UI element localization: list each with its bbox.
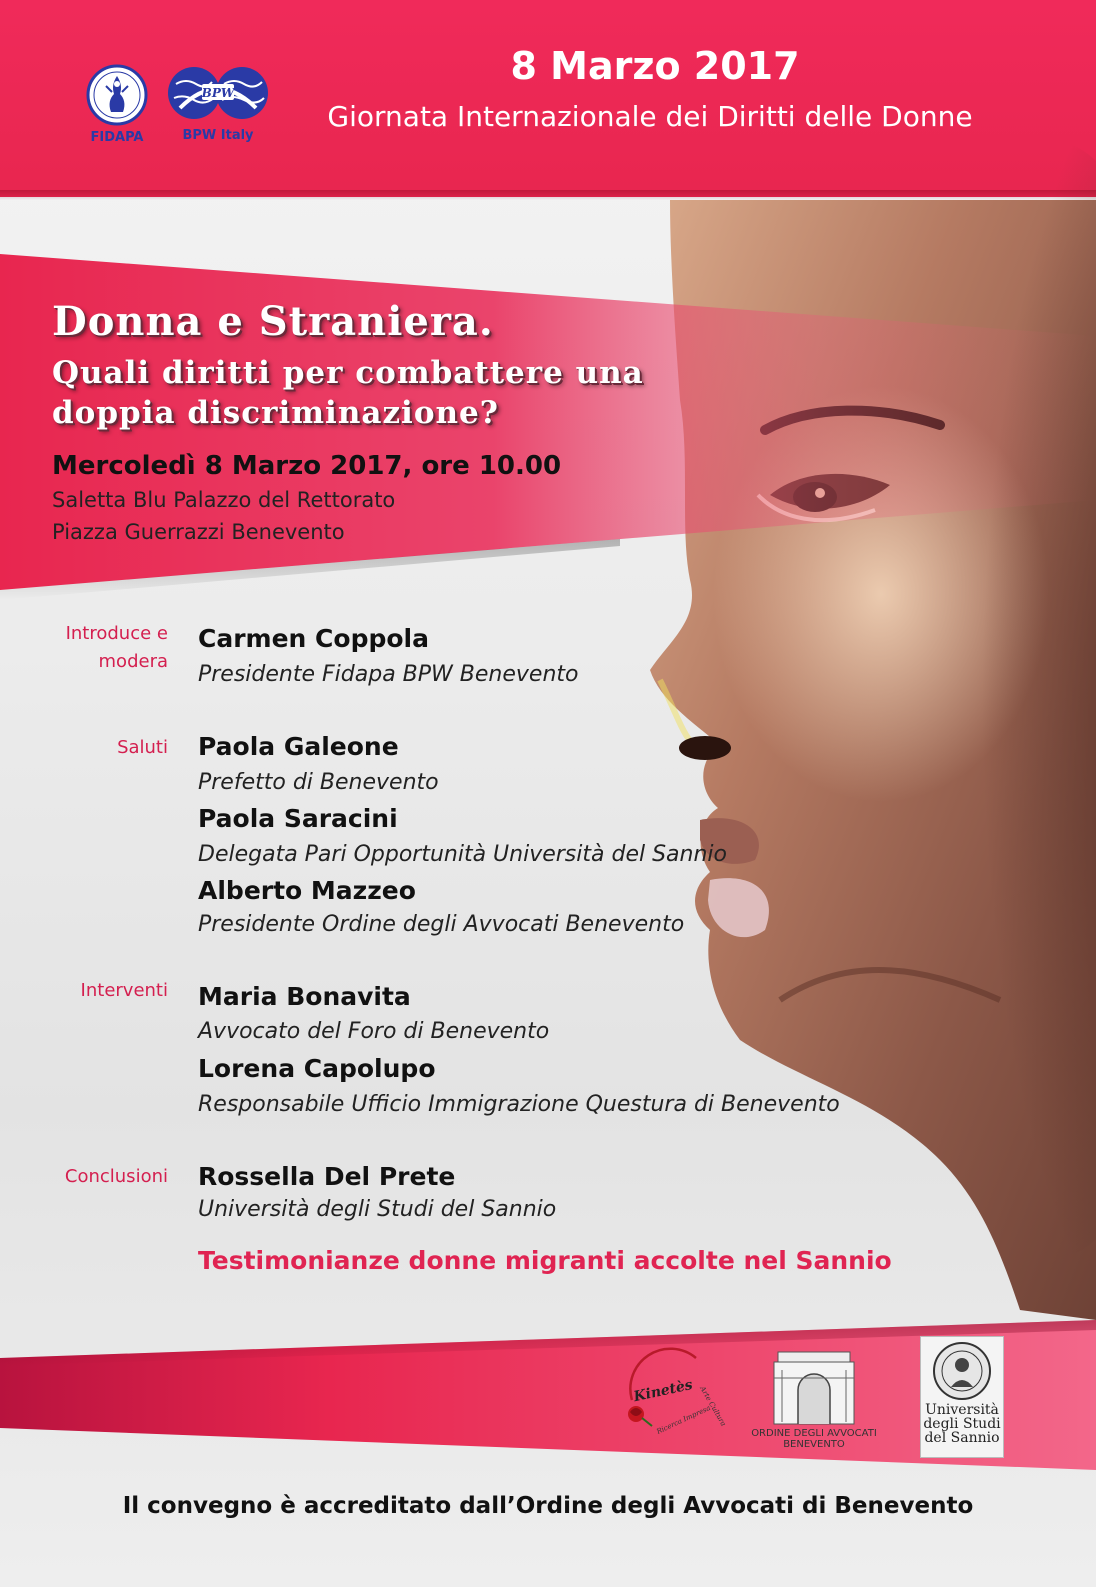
venue-line-2: Piazza Guerrazzi Benevento (52, 520, 345, 544)
speaker-name: Carmen Coppola (198, 624, 429, 653)
ordine-label-line-2: BENEVENTO (783, 1439, 845, 1450)
speaker-role: Presidente Fidapa BPW Benevento (198, 662, 579, 687)
event-subtitle-heading: Giornata Internazionale dei Diritti delle Donne (327, 100, 973, 133)
event-question-line-2: doppia discriminazione? (52, 395, 499, 431)
venue-line-1: Saletta Blu Palazzo del Rettorato (52, 488, 396, 512)
bpw-globe-logo-icon (166, 64, 270, 122)
speaker-role: Presidente Ordine degli Avvocati Benevento (198, 912, 685, 937)
ordine-avvocati-logo (734, 1346, 894, 1450)
speaker-name: Maria Bonavita (198, 982, 411, 1011)
role-label-introduce (0, 620, 168, 676)
bpw-mark: BPW (201, 86, 235, 100)
unisannio-seal-icon (921, 1337, 1003, 1403)
triumphal-arch-logo-icon (734, 1346, 894, 1428)
speaker-role: Delegata Pari Opportunità Università del Sannio (198, 842, 727, 867)
header-shadow (0, 190, 1096, 200)
fidapa-logo-icon (86, 64, 148, 126)
ordine-label-line-1: ORDINE DEGLI AVVOCATI (751, 1428, 877, 1439)
fidapa-logo (86, 64, 148, 145)
speaker-role: Prefetto di Benevento (198, 770, 439, 795)
role-label-introduce-line-2: modera (98, 651, 168, 672)
kinetes-rose-logo-icon (618, 1340, 728, 1440)
role-label-saluti: Saluti (117, 737, 168, 758)
speaker-name: Alberto Mazzeo (198, 876, 416, 905)
speaker-role: Università degli Studi del Sannio (198, 1197, 557, 1222)
event-question (52, 353, 644, 433)
speaker-name: Rossella Del Prete (198, 1162, 456, 1191)
unisannio-logo (920, 1336, 1004, 1458)
event-datetime: Mercoledì 8 Marzo 2017, ore 10.00 (52, 451, 562, 481)
unisannio-line-3: del Sannio (924, 1430, 1000, 1446)
bpw-label: BPW Italy (182, 128, 254, 143)
kinetes-arc-bottom: Ricerca Impresa (655, 1403, 712, 1436)
event-question-line-1: Quali diritti per combattere una (52, 355, 644, 391)
speaker-name: Paola Saracini (198, 804, 398, 833)
role-label-conclusioni: Conclusioni (64, 1166, 168, 1187)
testimonianze-highlight: Testimonianze donne migranti accolte nel Sannio (198, 1246, 892, 1275)
unisannio-line-1: Università (925, 1402, 999, 1418)
speaker-name: Lorena Capolupo (198, 1054, 436, 1083)
event-date-heading: 8 Marzo 2017 (510, 44, 800, 88)
unisannio-line-2: degli Studi (923, 1416, 1001, 1432)
kinetes-arc-top: Arte Cultura (698, 1385, 728, 1428)
fidapa-label: FIDAPA (90, 130, 144, 145)
role-label-introduce-line-1: Introduce e (65, 623, 168, 644)
bpw-logo (166, 64, 270, 143)
kinetes-logo (618, 1340, 728, 1440)
event-title: Donna e Straniera. (52, 298, 494, 345)
speaker-name: Paola Galeone (198, 732, 399, 761)
header-band (0, 0, 1096, 197)
speaker-role: Responsabile Ufficio Immigrazione Questura di Benevento (198, 1092, 840, 1117)
role-label-interventi: Interventi (80, 980, 168, 1001)
kinetes-name: Kinetès (632, 1377, 695, 1406)
speaker-role: Avvocato del Foro di Benevento (198, 1019, 550, 1044)
accreditation-note: Il convegno è accreditato dall’Ordine degli Avvocati di Benevento (122, 1493, 974, 1519)
